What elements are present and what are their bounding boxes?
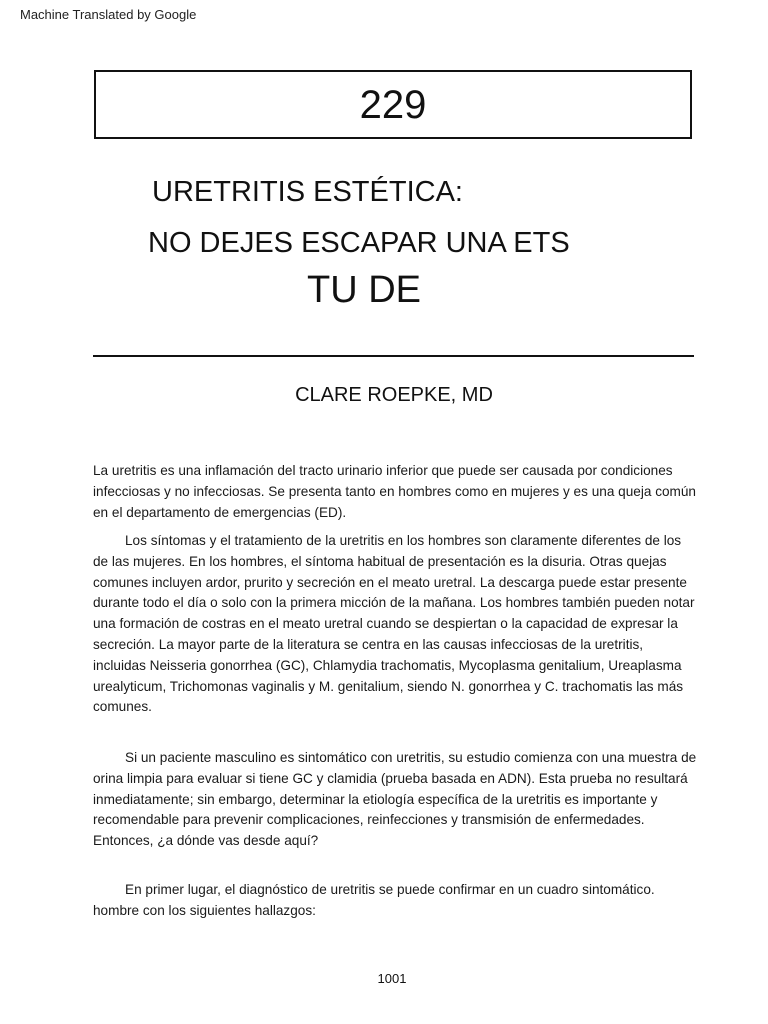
body-paragraph-1: La uretritis es una inflamación del tracto urinario inferior que puede ser causada por condiciones infecciosas y no infecciosas. Se presenta tanto en hombres como en mujeres y es una queja común en el departamento de emergencias (ED).	[93, 463, 696, 520]
chapter-number: 229	[359, 82, 427, 127]
body-paragraph-4: En primer lugar, el diagnóstico de uretritis se puede confirmar en un cuadro sintomático. hombre con los siguientes hallazgos:	[93, 882, 655, 918]
title-divider	[93, 355, 694, 357]
body-paragraph-2: Los síntomas y el tratamiento de la uretritis en los hombres son claramente diferentes de los de las mujeres. En los hombres, el síntoma habitual de presentación es la disuria. Otras quejas comunes incluyen ardor, prurito y secreción en el meato uretral. La descarga puede estar presente durante todo el día o solo con la primera micción de la mañana. Los hombres también pueden notar una formación de costras en el meato uretral cuando se despiertan o la capacidad de expresar la secreción. La mayor parte de la literatura se centra en las causas infecciosas de la uretritis, incluidas Neisseria gonorrhea (GC), Chlamydia trachomatis, Mycoplasma genitalium, Ureaplasma urealyticum, Trichomonas vaginalis y M. genitalium, siendo N. gonorrhea y C. trachomatis las más comunes.	[93, 533, 695, 715]
chapter-title-line-1: URETRITIS ESTÉTICA:	[152, 176, 463, 208]
chapter-title-line-3: TU DE	[307, 269, 421, 311]
page-number: 1001	[377, 971, 407, 986]
machine-translation-banner: Machine Translated by Google	[20, 7, 197, 22]
body-paragraph-3: Si un paciente masculino es sintomático con uretritis, su estudio comienza con una muestra de orina limpia para evaluar si tiene GC y clamidia (prueba basada en ADN). Esta prueba no resultará inmediatamente; sin embargo, determinar la etiología específica de la uretritis es importante y recomendable para prevenir complicaciones, reinfecciones y transmisión de enfermedades. Entonces, ¿a dónde vas desde aquí?	[93, 750, 697, 849]
chapter-number-box	[94, 70, 692, 139]
author-name: CLARE ROEPKE, MD	[295, 384, 493, 406]
chapter-title-line-2: NO DEJES ESCAPAR UNA ETS	[148, 227, 570, 259]
